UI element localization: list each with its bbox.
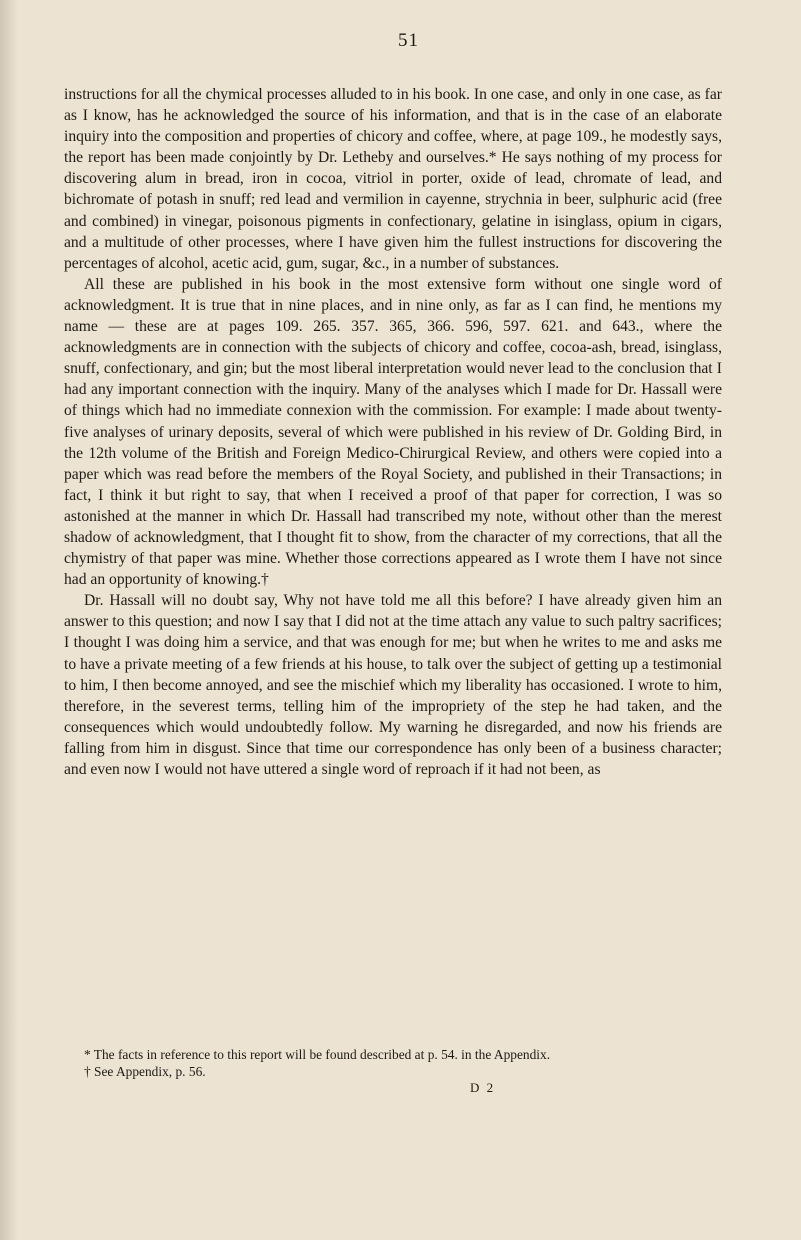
- page-number: 51: [398, 30, 419, 51]
- footnote-1: * The facts in reference to this report will be found described at p. 54. in the Appendix.: [84, 1047, 551, 1062]
- footnote-2: † See Appendix, p. 56.: [84, 1064, 206, 1079]
- paragraph-2: All these are published in his book in the most extensive form without one single word of acknowledgment. It is true that in nine places, and in nine only, as far as I can find, he mentions my name — these are at pages 109. 265. 357. 365, 366. 596, 597. 621. and 643., where the acknowledgments are in connection with the subjects of chicory and coffee, cocoa-ash, bread, isinglass, snuff, confectionary, and gin; but the most liberal interpretation would never lead to the conclusion that I had any important connection with the inquiry. Many of the analyses which I made for Dr. Hassall were of things which had no immediate connexion with the commission. For example: I made about twenty-five analyses of urinary deposits, several of which were published in his review of Dr. Golding Bird, in the 12th volume of the British and Foreign Medico-Chirurgical Review, and others were copied into a paper which was read before the members of the Royal Society, and published in their Transactions; in fact, I think it but right to say, that when I received a proof of that paper for correction, I was so astonished at the manner in which Dr. Hassall had transcribed my note, without other than the merest shadow of acknowledgment, that I thought fit to show, from the character of my corrections, that all the chymistry of that paper was mine. Whether those corrections appeared as I wrote them I have not since had an opportunity of knowing.†: [64, 275, 722, 589]
- body-text: [64, 84, 722, 780]
- paragraph-1: instructions for all the chymical processes alluded to in his book. In one case, and only in one case, as far as I know, has he acknowledged the source of his information, and that is in the case of an elaborate inquiry into the composition and properties of chicory and coffee, where, at page 109., he modestly says, the report has been made conjointly by Dr. Letheby and ourselves.* He says nothing of my process for discovering alum in bread, iron in cocoa, vitriol in porter, oxide of lead, chromate of lead, and bichromate of potash in snuff; red lead and vermilion in cayenne, strychnia in beer, sulphuric acid (free and combined) in vinegar, poisonous pigments in confectionary, gelatine in isinglass, opium in cigars, and a multitude of other processes, where I have given him the fullest instructions for discovering the percentages of alcohol, acetic acid, gum, sugar, &c., in a number of substances.: [64, 86, 722, 272]
- page-edge-shadow: [0, 0, 18, 1240]
- signature-mark: D 2: [470, 1080, 496, 1095]
- paragraph-3: Dr. Hassall will no doubt say, Why not have told me all this before? I have already given him an answer to this question; and now I say that I did not at the time attach any value to such paltry sacrifices; I thought I was doing him a service, and that was enough for me; but when he writes to me and asks me to have a private meeting of a few friends at his house, to talk over the subject of getting up a testimonial to him, I then become annoyed, and see the mischief which my liberality has occasioned. I wrote to him, therefore, in the severest terms, telling him of the impropriety of the step he had taken, and the consequences which would undoubtedly follow. My warning he disregarded, and now his friends are falling from him in disgust. Since that time our correspondence has only been of a business character; and even now I would not have uttered a single word of reproach if it had not been, as: [64, 592, 722, 778]
- footnotes: [64, 1046, 722, 1080]
